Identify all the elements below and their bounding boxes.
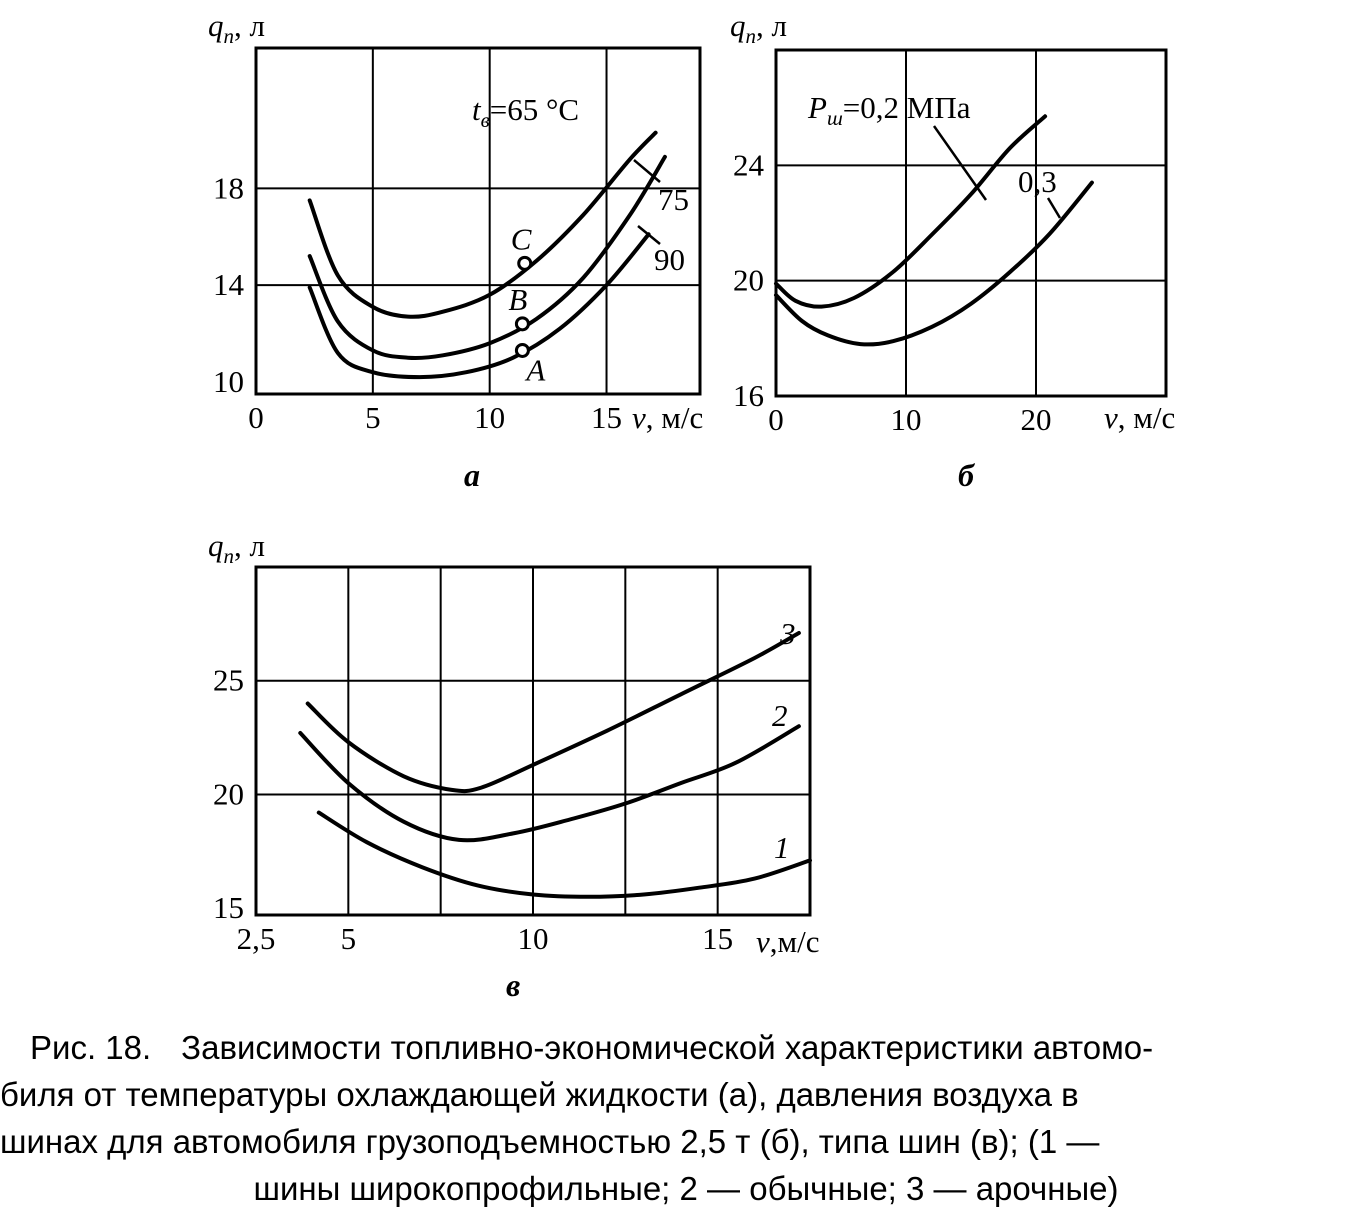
panel-a-curves (310, 133, 665, 388)
panel-a-ytick-2: 18 (213, 170, 244, 206)
annotation-pressure-02: $P_ш=0,2$ МПа (808, 90, 971, 130)
figure-caption (0, 1024, 1372, 1212)
panel-c-xtick-2: 10 (517, 921, 549, 956)
caption-line-3: шинах для автомобиля грузоподъемностью 2,5 т (б), типа шин (в); (1 — (0, 1123, 1100, 1160)
panel-c-ytick-2: 25 (213, 662, 244, 698)
panel-a-series-2-line (310, 234, 649, 377)
panel-b-curves (776, 116, 1092, 344)
panel-a (208, 8, 703, 493)
panel-b-ylabel: $q_п$, л (730, 8, 787, 48)
caption-line-1 (0, 1024, 1372, 1071)
panel-c (208, 528, 820, 1003)
leader-02 (934, 126, 986, 200)
point-a-label: A (526, 352, 546, 388)
panel-c-xtick-3: 15 (702, 921, 734, 956)
point-b-label: B (508, 281, 528, 317)
panel-b-xtick-0: 0 (768, 402, 784, 437)
panel-b-label: б (958, 457, 974, 493)
panel-c-xtick-0: 2,5 (236, 921, 276, 956)
caption-line-2: биля от температуры охлаждающей жидкости (а), давления воздуха в (0, 1076, 1079, 1113)
panel-c-ytick-0: 15 (213, 890, 244, 926)
annotation-temp-65: $t_в=65$ °C (472, 92, 580, 132)
panel-b-grid (776, 50, 1166, 396)
panel-c-ytick-1: 20 (213, 776, 244, 812)
annotation-tire-2: 2 (772, 698, 788, 733)
panel-b-ticks (733, 147, 1052, 437)
panel-b-ytick-2: 24 (733, 147, 764, 183)
leader-03 (1048, 198, 1060, 218)
panel-a-ytick-0: 10 (213, 363, 244, 399)
panel-b-xlabel: v, м/с (1104, 400, 1176, 435)
point-b-marker (516, 318, 528, 330)
panel-c-xtick-1: 5 (340, 921, 357, 956)
panel-c-label: в (506, 967, 521, 1003)
panel-b-series-1-line (776, 183, 1092, 345)
panel-a-series-1-line (310, 157, 665, 358)
panel-a-xtick-0: 0 (248, 400, 264, 435)
panel-c-grid (256, 567, 810, 915)
panel-b-xtick-2: 20 (1020, 402, 1052, 437)
caption-line-4: шины широкопрофильные; 2 — обычные; 3 — арочные) (253, 1170, 1119, 1207)
panel-a-xtick-3: 15 (591, 400, 623, 435)
panel-b-ytick-0: 16 (733, 378, 764, 413)
panel-a-xtick-2: 10 (474, 400, 506, 435)
caption-text-1: Зависимости топливно-экономической характеристики автомо- (181, 1029, 1154, 1066)
panel-b-frame (776, 50, 1166, 396)
annotation-pressure-03: 0,3 (1018, 164, 1057, 199)
panel-c-series-0-line (319, 813, 810, 897)
panel-b (730, 8, 1175, 493)
annotation-tire-1: 1 (774, 830, 790, 865)
annotation-temp-75: 75 (658, 182, 689, 217)
panel-c-ylabel: $q_п$, л (208, 528, 265, 568)
panel-c-xlabel: v,м/с (756, 924, 820, 959)
panel-c-series-1-line (300, 726, 799, 840)
annotation-temp-90: 90 (654, 242, 685, 277)
point-c-label: C (510, 221, 532, 257)
panel-a-xtick-1: 5 (365, 400, 381, 435)
panel-a-label: а (464, 457, 480, 493)
caption-figure-number: Рис. 18. (30, 1029, 152, 1066)
panel-a-ylabel: $q_п$, л (208, 8, 265, 48)
panel-a-xlabel: v, м/с (632, 400, 704, 435)
panel-b-xtick-1: 10 (890, 402, 922, 437)
panel-c-curves (300, 633, 810, 897)
annotation-tire-3: 3 (780, 616, 796, 651)
panel-b-ytick-1: 20 (733, 262, 764, 298)
panel-a-ytick-1: 14 (213, 267, 244, 303)
point-c-marker (519, 257, 531, 269)
